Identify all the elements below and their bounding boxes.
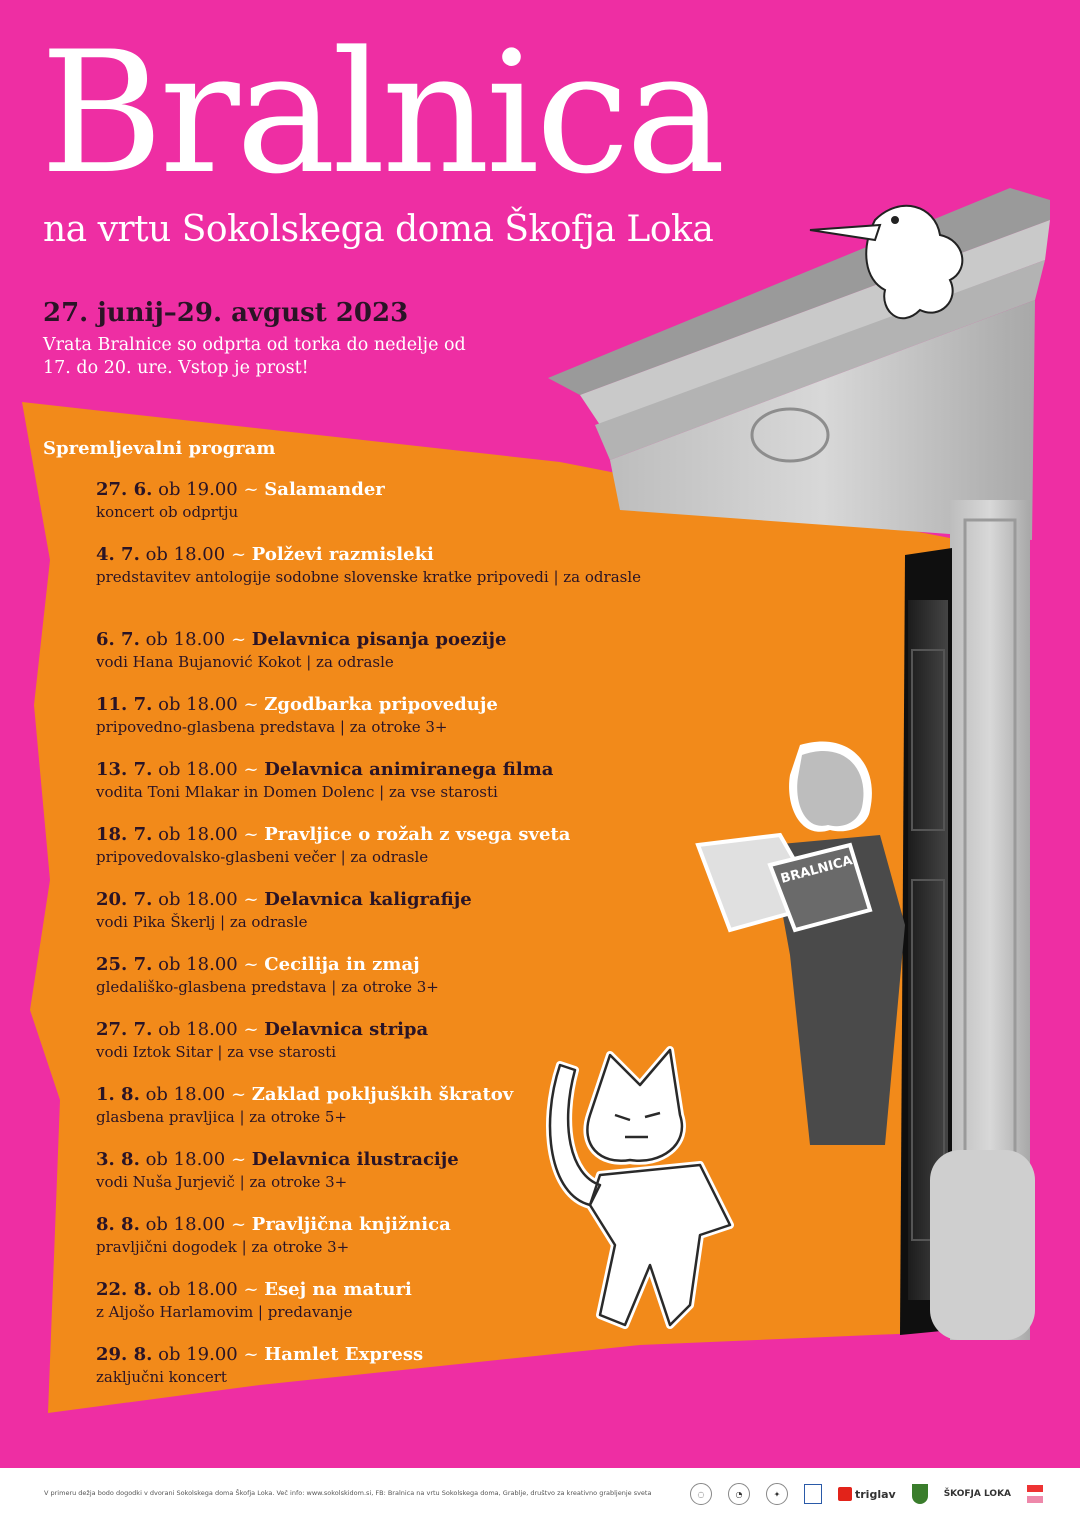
- event-date: 8. 8.: [96, 1214, 140, 1235]
- event-name: Pravljice o rožah z vsega sveta: [264, 824, 571, 845]
- event-headline: [96, 1213, 656, 1237]
- event-headline: [96, 1148, 656, 1172]
- event-separator: ~: [243, 759, 259, 780]
- event-date: 18. 7.: [96, 824, 153, 845]
- event-date: 27. 7.: [96, 1019, 153, 1040]
- program-event: [96, 953, 656, 1018]
- event-separator: ~: [230, 1149, 247, 1170]
- event-separator: ~: [243, 479, 259, 500]
- event-date: 27. 6.: [96, 479, 153, 500]
- event-time: ob 18.00: [158, 954, 238, 975]
- events-list: [96, 478, 656, 1408]
- sponsor-logo-flag: [1027, 1485, 1043, 1503]
- event-dates: 27. junij–29. avgust 2023: [43, 298, 409, 328]
- event-name: Salamander: [264, 479, 385, 500]
- event-headline: [96, 693, 656, 717]
- event-description: pripovedovalsko-glasbeni večer | za odrasle: [96, 848, 429, 866]
- event-separator: ~: [243, 1344, 259, 1365]
- event-description: glasbena pravljica | za otroke 5+: [96, 1108, 347, 1126]
- event-description: gledališko-glasbena predstava | za otroke 3+: [96, 978, 439, 996]
- event-time: ob 18.00: [158, 759, 238, 780]
- event-description: vodi Pika Škerlj | za odrasle: [96, 913, 308, 931]
- event-headline: [96, 758, 656, 782]
- event-name: Delavnica stripa: [264, 1019, 429, 1040]
- event-description: z Aljošo Harlamovim | predavanje: [96, 1303, 353, 1321]
- sponsor-logo-4: [804, 1484, 822, 1504]
- program-event: [96, 1018, 656, 1083]
- event-headline: [96, 1343, 656, 1367]
- event-separator: ~: [243, 824, 259, 845]
- event-headline: [96, 823, 656, 847]
- event-name: Hamlet Express: [264, 1344, 424, 1365]
- footer-note: V primeru dežja bodo dogodki v dvorani Sokolskega doma Škofja Loka. Več info: www.sokolskidom.si, FB: Bralnica na vrtu Sokolskega doma, Grablje, društvo za kreativno grabljenje sveta: [44, 1489, 652, 1497]
- event-time: ob 18.00: [145, 544, 226, 565]
- event-name: Polževi razmisleki: [251, 544, 434, 565]
- event-headline: [96, 478, 656, 502]
- event-description: koncert ob odprtju: [96, 503, 239, 521]
- event-time: ob 18.00: [158, 1279, 238, 1300]
- event-time: ob 18.00: [158, 824, 238, 845]
- event-name: Delavnica kaligrafije: [264, 889, 472, 910]
- event-separator: ~: [230, 544, 247, 565]
- event-date: 29. 8.: [96, 1344, 153, 1365]
- event-headline: [96, 628, 656, 652]
- event-date: 3. 8.: [96, 1149, 140, 1170]
- event-separator: ~: [243, 889, 259, 910]
- sponsor-logo-crest: [912, 1484, 928, 1504]
- newspaper-illustration: [698, 835, 870, 930]
- event-time: ob 19.00: [158, 1344, 238, 1365]
- newspaper-title: BRALNICA: [779, 853, 855, 887]
- event-headline: [96, 1083, 656, 1107]
- event-name: Delavnica animiranega filma: [264, 759, 554, 780]
- event-description: zaključni koncert: [96, 1368, 227, 1386]
- program-event: [96, 823, 656, 888]
- event-date: 6. 7.: [96, 629, 140, 650]
- event-separator: ~: [230, 629, 247, 650]
- event-description: pripovedno-glasbena predstava | za otroke 3+: [96, 718, 448, 736]
- program-event: [96, 758, 656, 823]
- event-date: 11. 7.: [96, 694, 153, 715]
- event-headline: [96, 543, 656, 567]
- event-separator: ~: [243, 1019, 259, 1040]
- program-event: [96, 628, 656, 693]
- program-event: [96, 1213, 656, 1278]
- event-separator: ~: [243, 1279, 259, 1300]
- event-headline: [96, 1278, 656, 1302]
- event-date: 4. 7.: [96, 544, 140, 565]
- event-headline: [96, 1018, 656, 1042]
- event-name: Cecilija in zmaj: [264, 954, 420, 975]
- event-date: 1. 8.: [96, 1084, 140, 1105]
- event-date: 25. 7.: [96, 954, 153, 975]
- program-event: [96, 543, 656, 628]
- poster-title: Bralnica: [40, 15, 722, 211]
- event-separator: ~: [243, 694, 259, 715]
- program-event: [96, 1343, 656, 1408]
- program-event: [96, 693, 656, 758]
- event-description: vodi Nuša Jurjevič | za otroke 3+: [96, 1173, 348, 1191]
- sponsor-logo-skofja-loka: ŠKOFJA LOKA: [943, 1488, 1012, 1499]
- program-event: [96, 1083, 656, 1148]
- event-name: Zgodbarka pripoveduje: [264, 694, 498, 715]
- event-description: predstavitev antologije sodobne slovenske kratke pripovedi | za odrasle: [96, 568, 642, 586]
- event-date: 20. 7.: [96, 889, 153, 910]
- event-time: ob 18.00: [158, 889, 238, 910]
- poster-subtitle: na vrtu Sokolskega doma Škofja Loka: [43, 209, 714, 250]
- event-time: ob 18.00: [145, 1084, 226, 1105]
- event-name: Delavnica ilustracije: [251, 1149, 459, 1170]
- event-date: 13. 7.: [96, 759, 153, 780]
- sponsor-logos: [690, 1481, 1043, 1507]
- program-event: [96, 1278, 656, 1343]
- event-name: Pravljična knjižnica: [251, 1214, 451, 1235]
- sponsor-logo-3: ✦: [766, 1483, 788, 1505]
- sponsor-logo-1: ◌: [690, 1483, 712, 1505]
- event-name: Esej na maturi: [264, 1279, 412, 1300]
- event-time: ob 18.00: [158, 1019, 238, 1040]
- event-time: ob 18.00: [158, 694, 238, 715]
- program-heading: Spremljevalni program: [43, 438, 276, 459]
- event-name: Zaklad pokljuških škratov: [251, 1084, 514, 1105]
- event-name: Delavnica pisanja poezije: [251, 629, 507, 650]
- event-time: ob 18.00: [145, 1149, 226, 1170]
- event-separator: ~: [230, 1084, 247, 1105]
- event-description: vodita Toni Mlakar in Domen Dolenc | za vse starosti: [96, 783, 498, 801]
- program-event: [96, 478, 656, 543]
- event-date: 22. 8.: [96, 1279, 153, 1300]
- event-separator: ~: [243, 954, 259, 975]
- event-separator: ~: [230, 1214, 247, 1235]
- sponsor-logo-triglav: triglav: [838, 1483, 896, 1505]
- event-time: ob 18.00: [145, 629, 226, 650]
- program-event: [96, 888, 656, 953]
- event-headline: [96, 888, 656, 912]
- program-event: [96, 1148, 656, 1213]
- opening-hours: Vrata Bralnice so odprta od torka do nedelje od 17. do 20. ure. Vstop je prost!: [43, 335, 466, 378]
- event-time: ob 18.00: [145, 1214, 226, 1235]
- event-headline: [96, 953, 656, 977]
- event-description: vodi Hana Bujanović Kokot | za odrasle: [96, 653, 394, 671]
- event-description: pravljični dogodek | za otroke 3+: [96, 1238, 350, 1256]
- sponsor-logo-2: ◔: [728, 1483, 750, 1505]
- event-time: ob 19.00: [158, 479, 238, 500]
- event-description: vodi Iztok Sitar | za vse starosti: [96, 1043, 337, 1061]
